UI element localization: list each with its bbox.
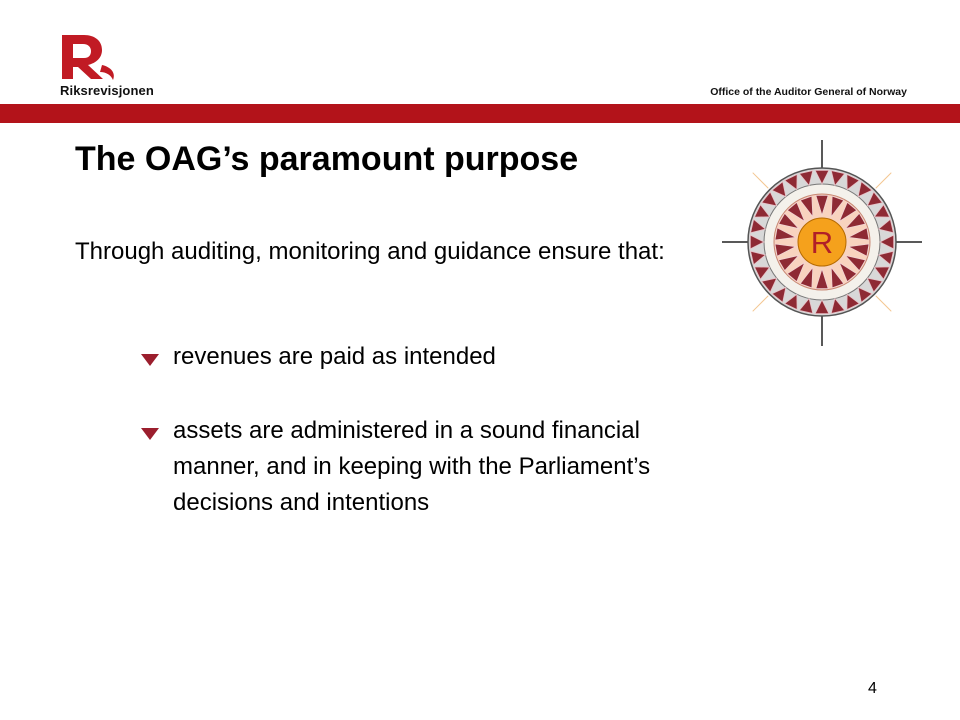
slide-title: The OAG’s paramount purpose — [75, 140, 579, 178]
down-triangle-icon — [140, 353, 160, 367]
bullet-text: revenues are paid as intended — [173, 343, 496, 370]
purpose-bullet-item — [140, 339, 720, 375]
emblem-letter: R — [810, 225, 834, 260]
riksrevisjonen-r-logo-icon — [60, 32, 120, 82]
compass-emblem-icon — [722, 140, 922, 346]
riksrevisjonen-logo — [58, 32, 188, 102]
purpose-bullet-list — [140, 339, 720, 521]
emblem-ray — [753, 173, 769, 189]
header-red-band — [0, 104, 960, 123]
down-triangle-icon — [140, 427, 160, 441]
emblem-ray — [876, 296, 892, 312]
logo-wordmark: Riksrevisjonen — [60, 83, 154, 98]
purpose-bullet-item — [140, 413, 720, 521]
organization-name: Office of the Auditor General of Norway — [710, 86, 907, 98]
page-number: 4 — [868, 680, 877, 697]
emblem-ray — [753, 296, 769, 312]
emblem-ray — [876, 173, 892, 189]
bullet-text: assets are administered in a sound financial manner, and in keeping with the Parliament’s decisions and intentions — [173, 417, 651, 516]
intro-text: Through auditing, monitoring and guidance ensure that: — [75, 238, 665, 265]
